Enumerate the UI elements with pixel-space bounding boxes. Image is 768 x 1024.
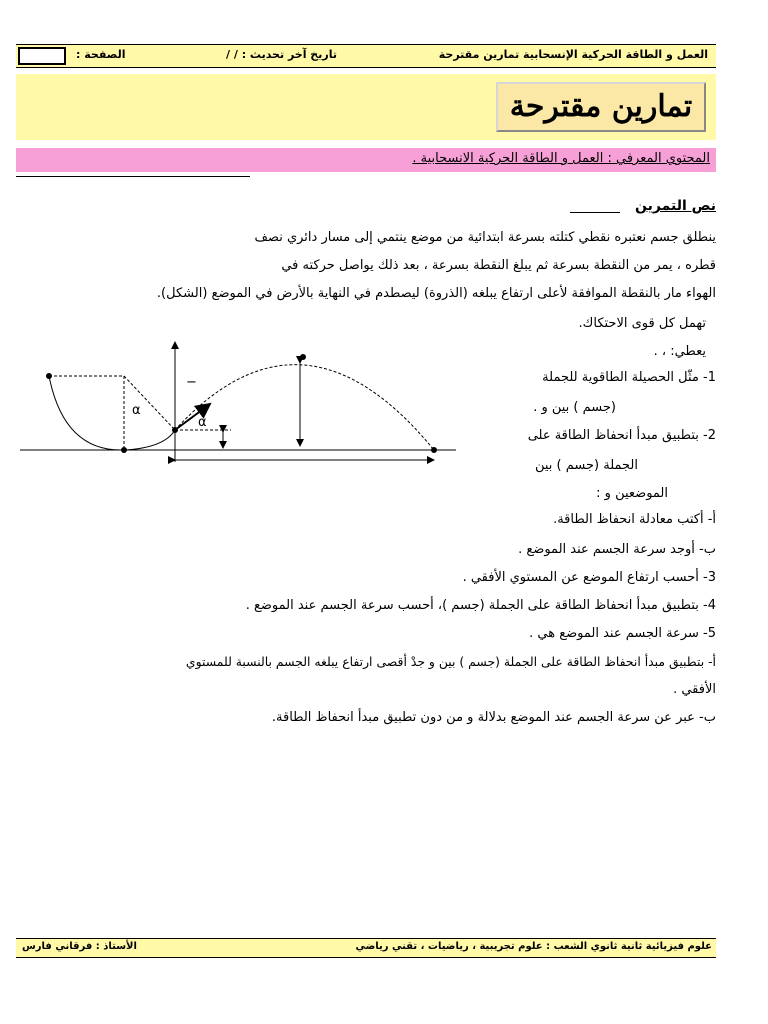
text-line-9: الجملة (جسم ) بين xyxy=(534,458,638,473)
text-line-11: أ- أكتب معادلة انحفاظ الطاقة. xyxy=(553,512,716,527)
text-line-3: الهواء مار بالنقطة الموافقة لأعلى ارتفاع يبلغه (الذروة) ليصطدم في النهاية بالأرض في الموضع (الشكل). xyxy=(156,286,716,301)
knowledge-content: المحتوي المعرفي : العمل و الطاقة الحركية الانسحابية . xyxy=(412,151,710,166)
title-box xyxy=(496,82,706,132)
header-title: العمل و الطاقة الحركية الإنسحابية تمارين مقترحة xyxy=(438,48,708,61)
parabolic-trajectory xyxy=(175,365,434,450)
point-summit xyxy=(300,354,306,360)
velocity-dash-label: − xyxy=(186,375,197,390)
point-bottom xyxy=(121,447,127,453)
text-line-2: قطره ، يمر من النقطة بسرعة ثم يبلغ النقطة بسرعة ، بعد ذلك يواصل حركته في xyxy=(281,258,716,273)
text-line-1: ينطلق جسم نعتبره نقطي كتلته بسرعة ابتدائية من موضع ينتمي إلى مسار دائري نصف xyxy=(254,230,716,245)
text-line-10: الموضعين و : xyxy=(596,486,668,501)
motion-figure xyxy=(16,330,464,470)
text-line-8: 2- بتطبيق مبدأ انحفاظ الطاقة على xyxy=(527,428,716,443)
circular-track xyxy=(49,376,175,450)
text-line-18: ب- عبر عن سرعة الجسم عند الموضع بدلالة و من دون تطبيق مبدأ انحفاظ الطاقة. xyxy=(271,710,716,725)
text-line-15: 5- سرعة الجسم عند الموضع هي . xyxy=(529,626,716,641)
text-line-5: يعطي: ، . xyxy=(653,344,706,359)
footer-subject: علوم فيزيائية ثانية ثانوي الشعب : علوم تجريبية ، رياضيات ، تقني رياضي xyxy=(355,941,712,952)
footer-teacher: الأستاذ : فرقاني فارس xyxy=(22,941,137,952)
text-line-4: تهمل كل قوى الاحتكاك. xyxy=(578,316,706,331)
page-number-label: الصفحة : xyxy=(76,48,126,61)
point-impact xyxy=(431,447,437,453)
text-line-14: 4- بتطبيق مبدأ انحفاظ الطاقة على الجملة (جسم )، أحسب سرعة الجسم عند الموضع . xyxy=(245,598,716,613)
text-line-17: الأفقي . xyxy=(673,682,716,697)
text-line-12: ب- أوجد سرعة الجسم عند الموضع . xyxy=(518,542,716,557)
text-line-13: 3- أحسب ارتفاع الموضع عن المستوي الأفقي . xyxy=(462,570,716,585)
text-line-6: 1- مثّل الحصيلة الطاقوية للجملة xyxy=(542,370,716,385)
point-start xyxy=(46,373,52,379)
point-exit xyxy=(172,427,178,433)
exercise-title: نص التمرين xyxy=(635,198,716,214)
alpha-label-bottom: α xyxy=(198,415,207,430)
page-title: تمارين مقترحة xyxy=(509,89,693,124)
alpha-label-top: α xyxy=(132,403,141,418)
page-number-box xyxy=(18,47,66,65)
title-band xyxy=(16,74,716,140)
divider-line xyxy=(16,176,250,177)
header-update-date: تاريخ آخر تحديث : / / xyxy=(226,48,337,61)
text-line-16: أ- بتطبيق مبدأ انحفاظ الطاقة على الجملة (جسم ) بين و جدْ أقصى ارتفاع يبلغه الجسم بالنسبة للمستوي xyxy=(185,654,716,669)
knowledge-band xyxy=(16,148,716,172)
header-bar xyxy=(16,44,716,68)
text-line-7: (جسم ) بين و . xyxy=(533,400,616,415)
footer-bar xyxy=(16,938,716,958)
exercise-title-underline xyxy=(570,212,620,213)
